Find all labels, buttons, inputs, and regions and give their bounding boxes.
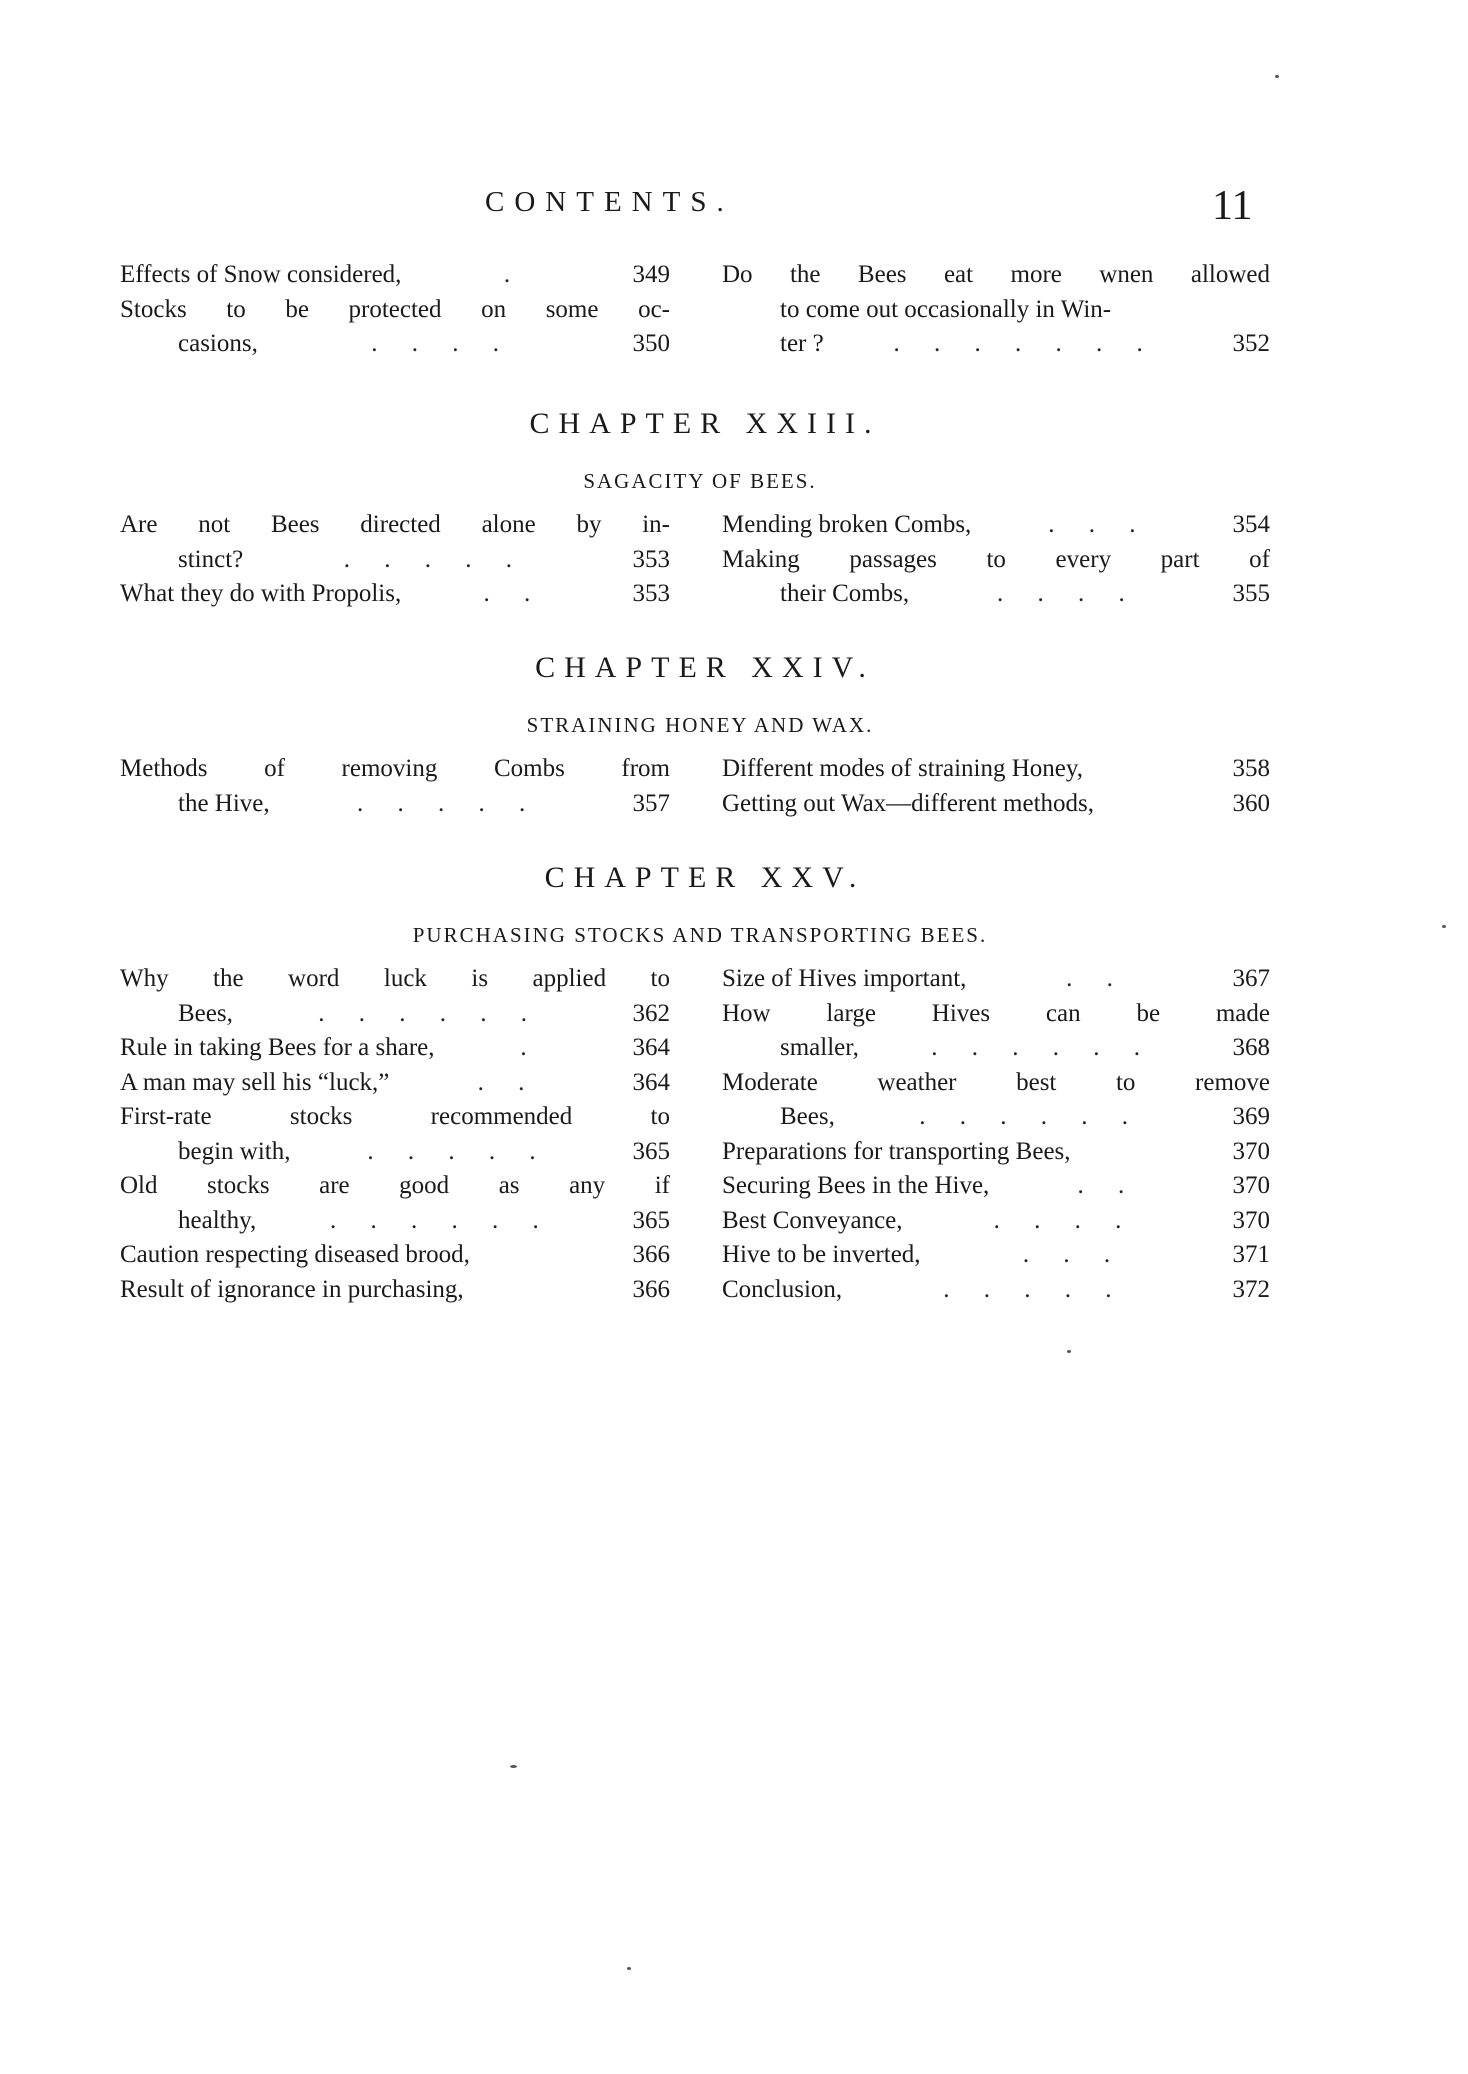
toc-entry[interactable]: Conclusion, . . . . . 372 — [722, 1275, 1270, 1303]
toc-section-chapter-23 — [120, 404, 1270, 612]
toc-entry[interactable]: healthy, . . . . . . 365 — [178, 1206, 670, 1234]
chapter-subtitle: SAGACITY OF BEES. — [583, 469, 817, 493]
toc-right-column — [722, 752, 1270, 821]
scan-speck — [510, 1765, 517, 1768]
toc-entry[interactable]: Best Conveyance, . . . . 370 — [722, 1206, 1270, 1234]
toc-section-chapter-24 — [120, 648, 1270, 821]
toc-entry[interactable]: Bees, . . . . . . 369 — [780, 1103, 1270, 1130]
toc-entry[interactable]: Size of Hives important, . . 367 — [722, 965, 1270, 992]
toc-entry[interactable]: Old stocks are good as any if — [120, 1172, 670, 1199]
toc-entry[interactable]: Caution respecting diseased brood, 366 — [120, 1241, 670, 1268]
toc-entry[interactable]: Making passages to every part of — [722, 545, 1270, 573]
toc-left-column — [120, 752, 670, 821]
toc-entry[interactable]: begin with, . . . . . 365 — [178, 1137, 670, 1165]
chapter-subtitle: PURCHASING STOCKS AND TRANSPORTING BEES. — [412, 923, 988, 947]
running-title: CONTENTS. — [485, 186, 734, 218]
scan-speck — [1442, 925, 1446, 928]
running-head — [0, 182, 1468, 230]
scan-speck — [1067, 1350, 1071, 1353]
toc-entry[interactable]: Methods of removing Combs from — [120, 755, 670, 782]
toc-entry[interactable]: First-rate stocks recommended to — [120, 1103, 670, 1130]
toc-entry[interactable]: the Hive, . . . . . 357 — [178, 789, 670, 817]
chapter-heading: CHAPTER XXIII. — [529, 407, 881, 440]
toc-entry[interactable]: Different modes of straining Honey, 358 — [722, 755, 1270, 782]
toc-entry[interactable]: Preparations for transporting Bees, 370 — [722, 1137, 1270, 1165]
scan-speck — [627, 1967, 631, 1970]
toc-entry[interactable]: What they do with Propolis, . . 353 — [120, 580, 670, 607]
page-number: 11 — [1212, 183, 1253, 229]
toc-left-column — [120, 962, 670, 1307]
toc-entry[interactable]: Hive to be inverted, . . . 371 — [722, 1241, 1270, 1268]
toc-entry[interactable]: Effects of Snow considered, . 349 — [120, 261, 670, 288]
toc-right-column — [722, 508, 1270, 612]
toc-entry[interactable]: Mending broken Combs, . . . 354 — [722, 511, 1270, 538]
toc-left-column — [120, 508, 670, 612]
toc-entry[interactable]: their Combs, . . . . 355 — [780, 580, 1270, 607]
toc-right-column — [722, 962, 1270, 1307]
toc-entry[interactable]: Rule in taking Bees for a share, . 364 — [120, 1034, 670, 1061]
toc-entry[interactable]: smaller, . . . . . . 368 — [780, 1034, 1270, 1061]
chapter-heading: CHAPTER XXV. — [544, 861, 866, 894]
toc-entry[interactable]: Do the Bees eat more wnen allowed — [722, 261, 1270, 288]
toc-entry[interactable]: How large Hives can be made — [722, 999, 1270, 1027]
toc-entry[interactable]: Securing Bees in the Hive, . . 370 — [722, 1172, 1270, 1199]
toc-entry[interactable]: Stocks to be protected on some oc- — [120, 295, 670, 323]
toc-entry[interactable]: Moderate weather best to remove — [722, 1068, 1270, 1096]
toc-entry[interactable]: to come out occasionally in Win- — [780, 295, 1112, 323]
toc-entry[interactable]: ter ? . . . . . . . 352 — [780, 330, 1270, 357]
toc-entry[interactable]: A man may sell his “luck,” . . 364 — [120, 1068, 670, 1096]
toc-entry[interactable]: casions, . . . . 350 — [178, 330, 670, 357]
toc-entry[interactable]: Why the word luck is applied to — [120, 965, 670, 992]
scan-speck — [1275, 75, 1279, 78]
toc-right-column — [722, 258, 1270, 362]
toc-entry[interactable]: Result of ignorance in purchasing, 366 — [120, 1275, 670, 1303]
toc-entry[interactable]: Bees, . . . . . . 362 — [178, 999, 670, 1027]
chapter-heading: CHAPTER XXIV. — [535, 651, 875, 684]
toc-section-continued — [120, 258, 1270, 362]
toc-section-chapter-25 — [120, 858, 1270, 1307]
chapter-subtitle: STRAINING HONEY AND WAX. — [526, 713, 874, 737]
toc-left-column — [120, 258, 670, 362]
toc-entry[interactable]: Getting out Wax—different methods, 360 — [722, 789, 1270, 817]
toc-entry[interactable]: stinct? . . . . . 353 — [178, 545, 670, 573]
toc-entry[interactable]: Are not Bees directed alone by in- — [120, 511, 670, 538]
